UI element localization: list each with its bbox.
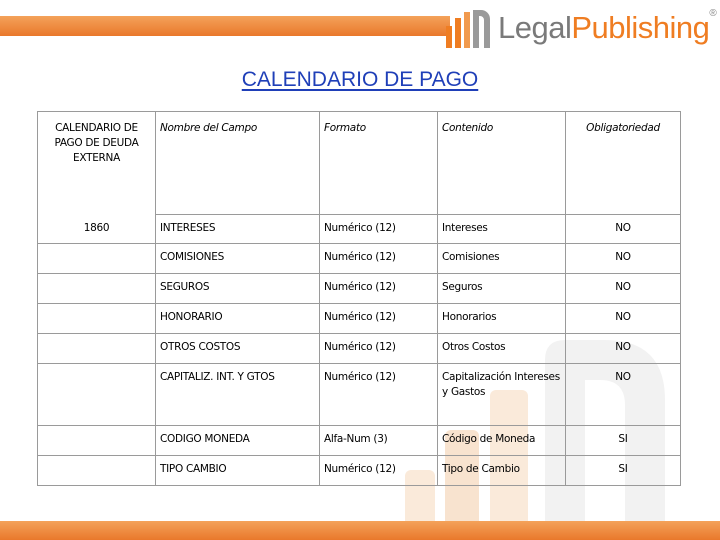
page-title: CALENDARIO DE PAGO bbox=[241, 68, 479, 91]
empty-cell bbox=[38, 364, 156, 426]
cell-campo: OTROS COSTOS bbox=[156, 334, 320, 364]
empty-cell bbox=[38, 244, 156, 274]
cell-campo: CODIGO MONEDA bbox=[156, 426, 320, 456]
cell-formato: Numérico (12) bbox=[320, 304, 438, 334]
cell-contenido: Otros Costos bbox=[438, 334, 566, 364]
table-row bbox=[38, 215, 681, 244]
cell-campo: CAPITALIZ. INT. Y GTOS bbox=[156, 364, 320, 426]
empty-cell bbox=[38, 426, 156, 456]
cell-contenido: Honorarios bbox=[438, 304, 566, 334]
header-nombre: Nombre del Campo bbox=[156, 112, 320, 215]
empty-cell bbox=[38, 304, 156, 334]
cell-campo: HONORARIO bbox=[156, 304, 320, 334]
cell-obligatoriedad: NO bbox=[566, 364, 681, 426]
empty-cell bbox=[38, 274, 156, 304]
empty-cell bbox=[38, 334, 156, 364]
table-header-row bbox=[38, 112, 681, 215]
cell-campo: COMISIONES bbox=[156, 244, 320, 274]
bottom-orange-bar bbox=[0, 521, 720, 540]
cell-contenido: Seguros bbox=[438, 274, 566, 304]
table-row bbox=[38, 426, 681, 456]
cell-campo: SEGUROS bbox=[156, 274, 320, 304]
cell-obligatoriedad: SI bbox=[566, 426, 681, 456]
cell-obligatoriedad: NO bbox=[566, 274, 681, 304]
logo-wordmark bbox=[498, 10, 716, 46]
table-row bbox=[38, 364, 681, 426]
cell-formato: Numérico (12) bbox=[320, 215, 438, 244]
logo-legal: Legal bbox=[498, 10, 572, 45]
cell-contenido: Tipo de Cambio bbox=[438, 456, 566, 486]
cell-obligatoriedad: SI bbox=[566, 456, 681, 486]
cell-contenido: Código de Moneda bbox=[438, 426, 566, 456]
legalpublishing-logo bbox=[438, 6, 718, 50]
header-formato: Formato bbox=[320, 112, 438, 215]
registered-mark: ® bbox=[709, 8, 717, 19]
empty-cell bbox=[38, 456, 156, 486]
cell-formato: Numérico (12) bbox=[320, 334, 438, 364]
record-code-cell: 1860 bbox=[38, 215, 156, 244]
cell-formato: Numérico (12) bbox=[320, 456, 438, 486]
cell-formato: Alfa-Num (3) bbox=[320, 426, 438, 456]
cell-campo: INTERESES bbox=[156, 215, 320, 244]
table-row bbox=[38, 334, 681, 364]
cell-obligatoriedad: NO bbox=[566, 334, 681, 364]
cell-formato: Numérico (12) bbox=[320, 274, 438, 304]
table-row bbox=[38, 244, 681, 274]
top-orange-bar bbox=[0, 16, 450, 36]
header-obligatoriedad: Obligatoriedad bbox=[566, 112, 681, 215]
table-row bbox=[38, 304, 681, 334]
record-label-cell: CALENDARIO DE PAGO DE DEUDA EXTERNA bbox=[38, 112, 156, 215]
header-contenido: Contenido bbox=[438, 112, 566, 215]
fields-table bbox=[37, 111, 681, 486]
cell-contenido: Comisiones bbox=[438, 244, 566, 274]
cell-formato: Numérico (12) bbox=[320, 244, 438, 274]
table-row bbox=[38, 456, 681, 486]
logo-publishing: Publishing bbox=[571, 10, 710, 45]
cell-obligatoriedad: NO bbox=[566, 215, 681, 244]
cell-obligatoriedad: NO bbox=[566, 304, 681, 334]
table-row bbox=[38, 274, 681, 304]
cell-obligatoriedad: NO bbox=[566, 244, 681, 274]
logo-bars-icon bbox=[438, 6, 494, 50]
cell-campo: TIPO CAMBIO bbox=[156, 456, 320, 486]
cell-formato: Numérico (12) bbox=[320, 364, 438, 426]
cell-contenido: Intereses bbox=[438, 215, 566, 244]
cell-contenido: Capitalización Intereses y Gastos bbox=[438, 364, 566, 426]
